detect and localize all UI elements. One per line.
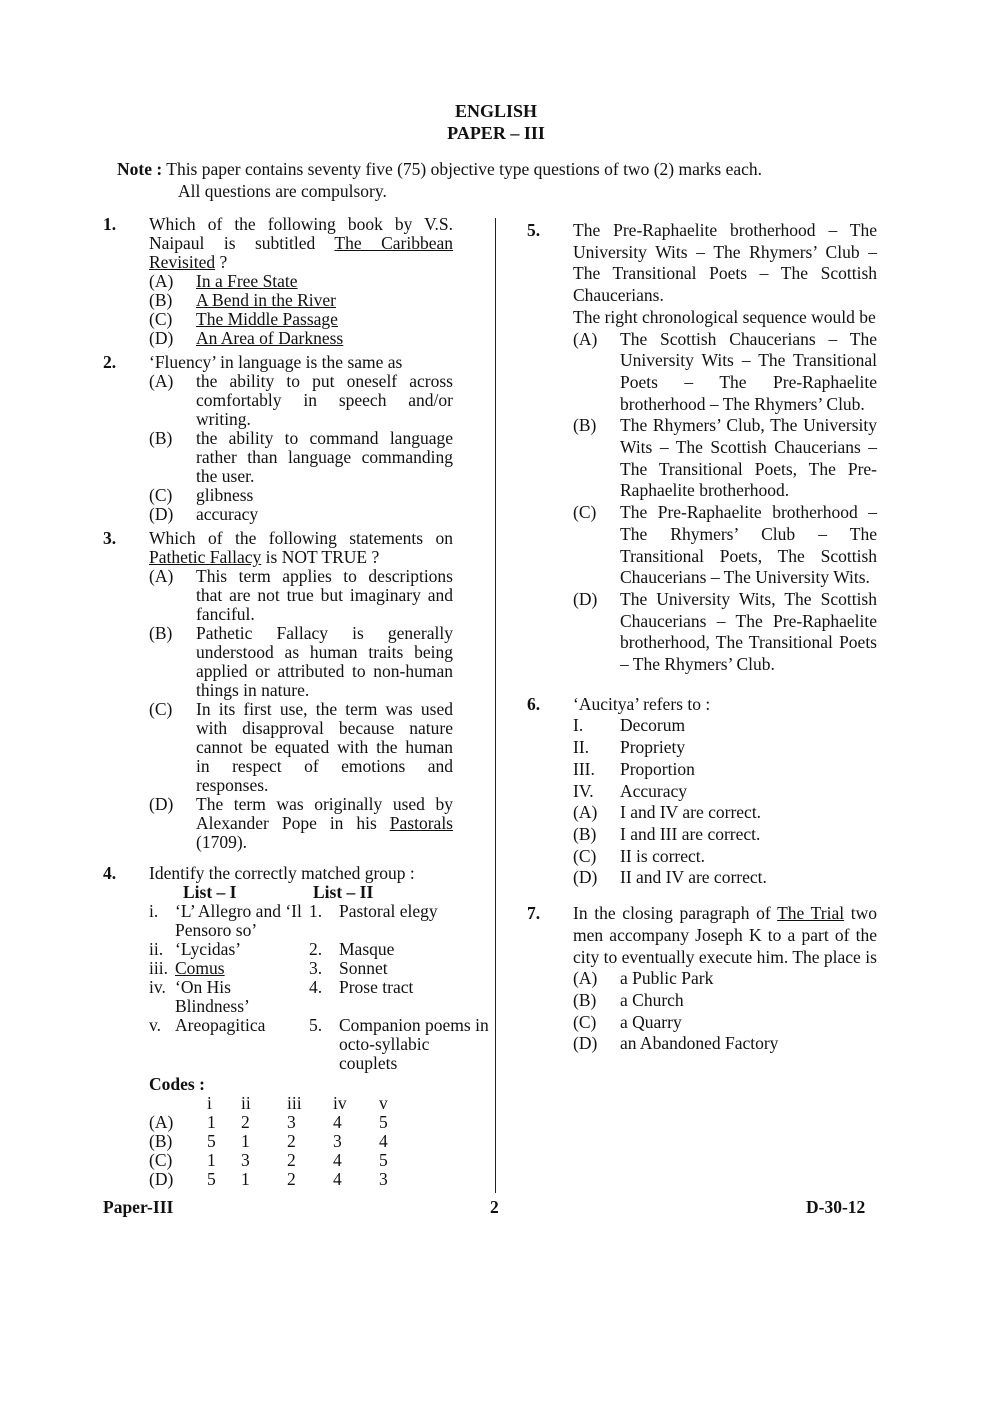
question-stem: In the closing paragraph of The Trial two men accompany Joseph K to a part of the city to eventually execute him. The place is (573, 903, 878, 967)
codes-table: i ii iii iv v (A) 1 2 3 4 5 (B) 5 1 2 3 4 (C) 1 3 2 4 5 (D) 5 1 2 4 3 (149, 1093, 388, 1189)
option[interactable]: (C) The Middle Passage (149, 309, 338, 329)
question-stem: Which of the following book by V.S. Naipaul is subtitled The Caribbean Revisited ? (149, 214, 454, 272)
code-option[interactable]: (A) (149, 1112, 174, 1132)
list-2-item: Prose tract (339, 977, 414, 997)
statement: I. Decorum (573, 715, 686, 736)
statement: IV. Accuracy (573, 780, 688, 801)
note-label: Note : (117, 159, 163, 179)
option[interactable]: (D) an Abandoned Factory (573, 1033, 779, 1054)
paper-code: D-30-12 (806, 1197, 866, 1217)
note-line2: All questions are compulsory. (178, 181, 387, 201)
option[interactable]: (A) a Public Park (573, 968, 714, 989)
option[interactable]: (C) glibness (149, 485, 254, 505)
question-4 (103, 863, 489, 1189)
question-number: 7. (527, 903, 541, 924)
code-option[interactable]: (D) (149, 1169, 174, 1189)
option[interactable]: (C) II is correct. (573, 845, 706, 866)
page-number: 2 (490, 1197, 499, 1217)
list-1-item: ‘Lycidas’ (175, 939, 242, 959)
left-column (103, 214, 489, 1194)
option[interactable]: (B) I and III are correct. (573, 823, 761, 844)
option[interactable]: (A) The Scottish Chaucerians – The University Wits – The Transitional Poets – The Pre-Raphaelite brotherhood – The Rhymers’ Club. (573, 328, 877, 414)
term: Pathetic Fallacy (149, 547, 262, 567)
question-number: 3. (103, 528, 117, 548)
option[interactable]: (B) The Rhymers’ Club, The University Wits – The Scottish Chaucerians – The Transitional Poets, The Pre-Raphaelite brotherhood. (573, 415, 877, 501)
question-stem: Identify the correctly matched group : (149, 863, 415, 883)
list-1-item: ‘L’ Allegro and ‘Il Pensoro so’ (175, 901, 302, 940)
option[interactable]: (C) a Quarry (573, 1011, 682, 1032)
question-stem: The Pre-Raphaelite brotherhood – The University Wits – The Rhymers’ Club – The Transitional Poets – The Scottish Chaucerians. (573, 220, 877, 306)
list-2-item: Companion poems in octo-syllabic couplets (339, 1015, 489, 1073)
option[interactable]: (D) The University Wits, The Scottish Chaucerians – The Pre-Raphaelite brotherhood, The Transitional Poets – The Rhymers’ Club. (573, 588, 877, 675)
option[interactable]: (A) In a Free State (149, 271, 298, 291)
book-title: The Trial (777, 903, 845, 924)
question-number: 5. (527, 220, 541, 240)
list-1-item: Comus (175, 958, 225, 978)
statement: II. Propriety (573, 737, 686, 758)
note (117, 158, 877, 202)
question-number: 6. (527, 693, 541, 714)
statement: III. Proportion (573, 758, 695, 779)
question-stem: ‘Aucitya’ refers to : (573, 693, 711, 714)
option[interactable]: (A) This term applies to descriptions that are not true but imaginary and fanciful. (149, 566, 453, 624)
subject-heading: ENGLISH (454, 101, 538, 121)
question-stem-2: The right chronological sequence would be (573, 306, 876, 327)
option[interactable]: (B) A Bend in the River (149, 290, 336, 310)
list-2-item: Masque (339, 939, 395, 959)
option[interactable]: (C) The Pre-Raphaelite brotherhood – The Rhymers’ Club – The Transitional Poets, The Scottish Chaucerians – The University Wits. (573, 502, 877, 588)
option[interactable]: (B) the ability to command language rather than language commanding the user. (149, 428, 453, 486)
question-7 (527, 903, 877, 1055)
question-3 (103, 529, 453, 852)
question-stem: ‘Fluency’ in language is the same as (149, 352, 403, 372)
list-2-heading: List – II (313, 882, 374, 902)
column-divider (495, 218, 496, 1193)
question-5 (527, 220, 877, 676)
question-2 (103, 353, 453, 524)
list-1-heading: List – I (183, 882, 237, 902)
question-stem: Which of the following statements on Pathetic Fallacy is NOT TRUE ? (149, 528, 453, 567)
question-6 (527, 694, 877, 889)
paper-heading: PAPER – III (447, 123, 545, 143)
question-1 (103, 215, 453, 348)
option[interactable]: (D) The term was originally used by Alexander Pope in his Pastorals (1709). (149, 794, 453, 852)
code-option[interactable]: (C) (149, 1150, 173, 1170)
option[interactable]: (B) a Church (573, 989, 684, 1010)
list-2-item: Pastoral elegy (339, 901, 438, 921)
option[interactable]: (B) Pathetic Fallacy is generally understood as human traits being applied or attributed to non-human things in nature. (149, 623, 453, 700)
code-option[interactable]: (B) (149, 1131, 173, 1151)
note-line1: This paper contains seventy five (75) objective type questions of two (2) marks each. (166, 159, 763, 179)
list-1-item: ‘On His Blindness’ (175, 977, 250, 1016)
list-1-item: Areopagitica (175, 1015, 266, 1035)
footer-paper: Paper-III (103, 1197, 174, 1217)
right-column (527, 220, 877, 1060)
codes-label: Codes : (149, 1074, 205, 1094)
option[interactable]: (C) In its first use, the term was used with disapproval because nature cannot be equated with the human in respect of emotions and responses. (149, 699, 453, 795)
option[interactable]: (D) An Area of Darkness (149, 328, 344, 348)
option[interactable]: (D) II and IV are correct. (573, 867, 767, 888)
book-subtitle: The Caribbean Revisited (149, 233, 454, 272)
list-2-item: Sonnet (339, 958, 388, 978)
match-table: List – I List – II i. ‘L’ Allegro and ‘Il Pensoro so’ 1. Pastoral elegy ii. ‘Lycidas’ 2. Masque iii. Comus 3. Sonnet iv. ‘On His Blindness’ 4. Prose tract v. Areopagitica 5. Companion poems in octo-syllabic couplets (149, 882, 489, 1073)
option[interactable]: (D) accuracy (149, 504, 259, 524)
option[interactable]: (A) the ability to put oneself across comfortably in speech and/or writing. (149, 371, 453, 429)
question-number: 2. (103, 352, 117, 372)
question-number: 1. (103, 214, 117, 234)
question-number: 4. (103, 863, 117, 883)
option[interactable]: (A) I and IV are correct. (573, 802, 762, 823)
